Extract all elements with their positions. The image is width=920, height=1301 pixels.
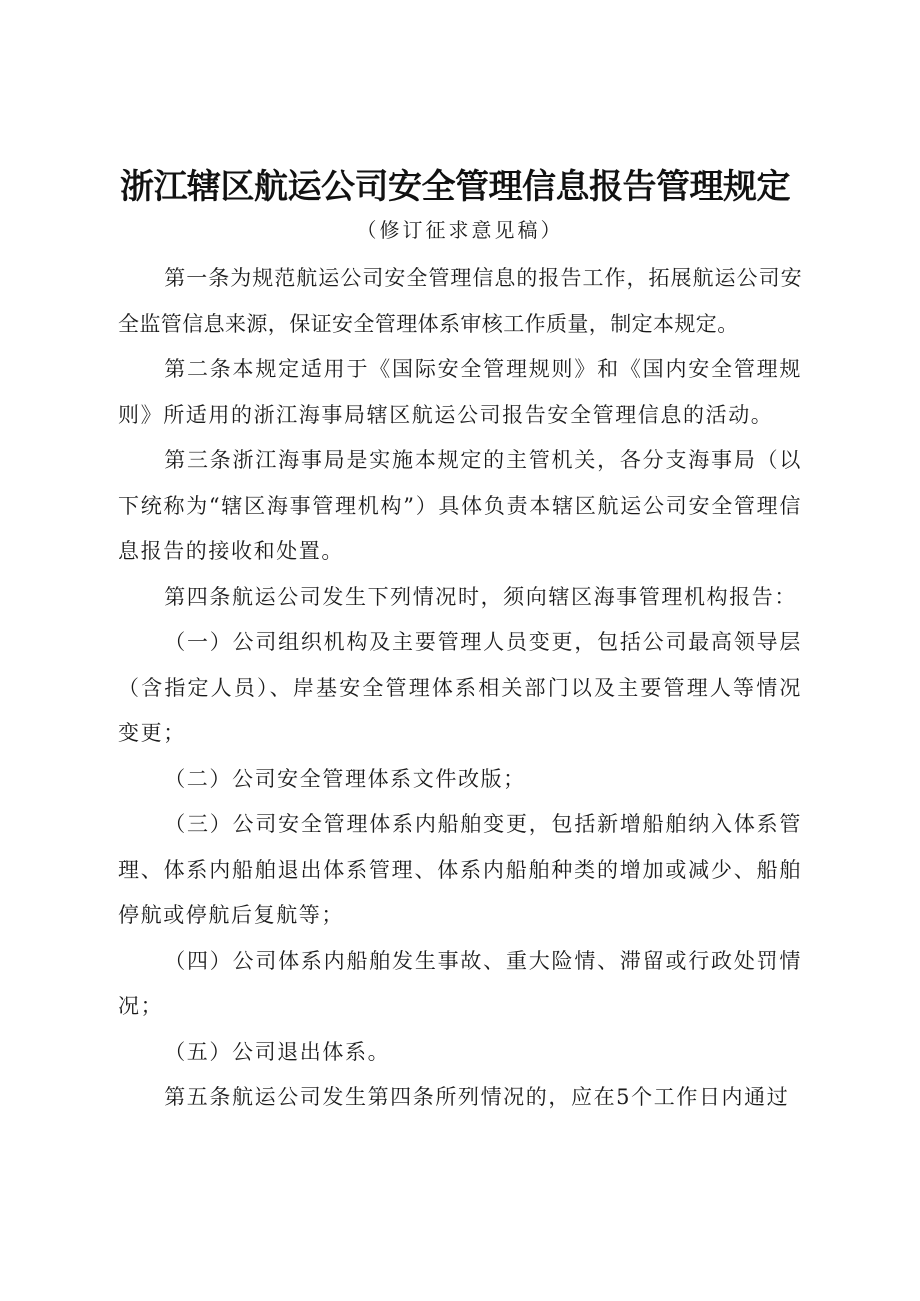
article-1: 第一条为规范航运公司安全管理信息的报告工作，拓展航运公司安全监管信息来源，保证安全管理体系审核工作质量，制定本规定。 bbox=[118, 266, 802, 336]
article-2: 第二条本规定适用于《国际安全管理规则》和《国内安全管理规则》所适用的浙江海事局辖区航运公司报告安全管理信息的活动。 bbox=[118, 357, 802, 427]
article-4-item-4: （四）公司体系内船舶发生事故、重大险情、滞留或行政处罚情况； bbox=[118, 948, 802, 1018]
article-4-item-5: （五）公司退出体系。 bbox=[164, 1039, 391, 1064]
article-4-item-1: （一）公司组织机构及主要管理人员变更，包括公司最高领导层（含指定人员）、岸基安全管理体系相关部门以及主要管理人等情况变更； bbox=[118, 630, 802, 745]
article-4-item-2: （二）公司安全管理体系文件改版； bbox=[164, 766, 526, 791]
article-5: 第五条航运公司发生第四条所列情况的，应在5个工作日内通过 bbox=[164, 1085, 790, 1109]
article-4: 第四条航运公司发生下列情况时，须向辖区海事管理机构报告： bbox=[164, 584, 797, 609]
document-body bbox=[118, 256, 802, 1121]
document-subtitle: （修订征求意见稿） bbox=[356, 218, 564, 242]
article-3: 第三条浙江海事局是实施本规定的主管机关，各分支海事局（以下统称为“辖区海事管理机构”）具体负责本辖区航运公司安全管理信息报告的接收和处置。 bbox=[118, 448, 802, 563]
article-4-item-3: （三）公司安全管理体系内船舶变更，包括新增船舶纳入体系管理、体系内船舶退出体系管理、体系内船舶种类的增加或减少、船舶停航或停航后复航等； bbox=[118, 812, 802, 927]
document-title: 浙江辖区航运公司安全管理信息报告管理规定 bbox=[120, 167, 790, 207]
